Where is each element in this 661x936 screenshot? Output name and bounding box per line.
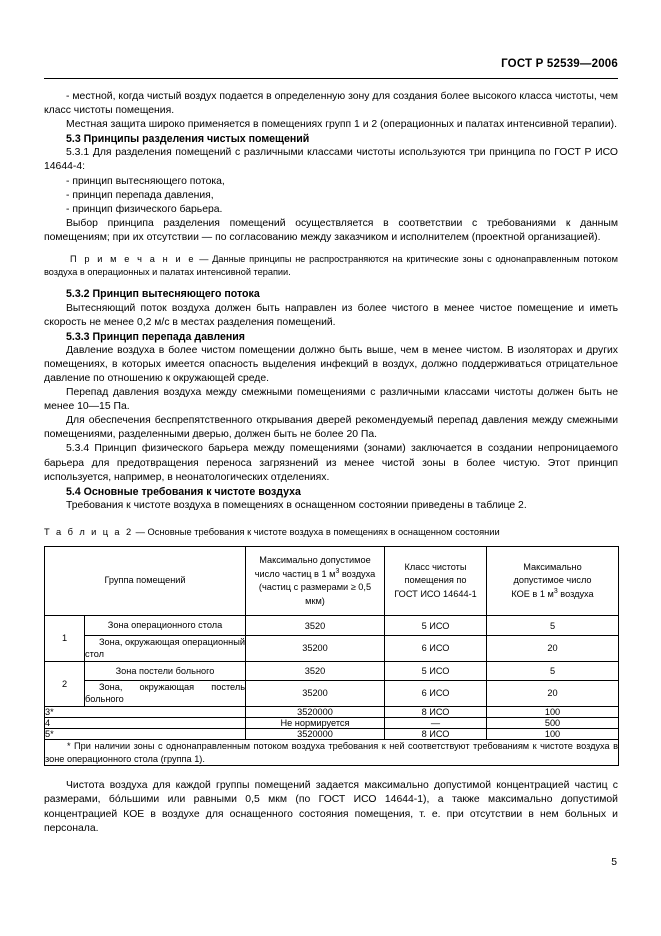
iso-class-cell: — bbox=[385, 717, 487, 728]
heading-5-3: 5.3 Принципы разделения чистых помещений bbox=[66, 133, 310, 146]
table-caption-label: Т а б л и ц а 2 bbox=[44, 526, 134, 537]
paragraph-5-3-3-b: Перепад давления воздуха между смежными помещениями с различными классами чистоты должен быть не менее 10—15 Па. bbox=[44, 387, 618, 413]
air-cleanliness-requirements-table bbox=[44, 546, 619, 766]
iso-class-cell: 8 ИСО bbox=[385, 728, 487, 739]
heading-5-3-3: 5.3.3 Принцип перепада давления bbox=[66, 330, 245, 343]
spacer bbox=[44, 513, 618, 521]
iso-header-line3: ГОСТ ИСО 14644-1 bbox=[394, 588, 477, 599]
iso-class-cell: 8 ИСО bbox=[385, 706, 487, 717]
page-header bbox=[44, 58, 618, 82]
note-block bbox=[44, 253, 618, 279]
paragraph-5-3-1: 5.3.1 Для разделения помещений с различными классами чистоты используются три принципа по ГОСТ Р ИСО 14644-4: bbox=[44, 147, 618, 173]
bullet-pressure-differential: - принцип перепада давления, bbox=[66, 189, 214, 201]
group-number-cell: 2 bbox=[45, 661, 85, 706]
paragraph-5-3-2: Вытесняющий поток воздуха должен быть направлен из более чистого в менее чистое помещение и иметь скорость не менее 0,2 м/с в местах разделения помещений. bbox=[44, 302, 618, 328]
group-number-cell: 3* bbox=[45, 706, 246, 717]
header-divider bbox=[44, 78, 618, 79]
particles-cell: 35200 bbox=[246, 635, 385, 661]
bullet-physical-barrier: - принцип физического барьера. bbox=[66, 203, 223, 215]
table-footnote: * При наличии зоны с однонаправленным потоком воздуха требования к ней соответствуют требованиям к чистоте воздуха в зоне операционного стола (группа 1). bbox=[45, 739, 619, 766]
particles-cell: 3520 bbox=[246, 661, 385, 680]
table-row bbox=[45, 717, 619, 728]
iso-class-cell: 5 ИСО bbox=[385, 661, 487, 680]
paragraph-local-air: - местной, когда чистый воздух подается в определенную зону для создания более высокого класса чистоты, чем класс чистоты помещения. bbox=[44, 91, 618, 117]
iso-class-cell: 5 ИСО bbox=[385, 616, 487, 635]
cfu-header-line2: допустимое число bbox=[513, 575, 592, 586]
table-header bbox=[45, 546, 619, 615]
particles-header-line2a: число частиц в 1 м bbox=[254, 568, 336, 579]
particles-header-line2b: воздуха bbox=[339, 568, 376, 579]
column-header-particles bbox=[246, 546, 385, 615]
note-label: П р и м е ч а н и е bbox=[70, 254, 196, 265]
group-number-cell: 4 bbox=[45, 717, 246, 728]
heading-5-4: 5.4 Основные требования к чистоте воздуха bbox=[66, 485, 301, 498]
group-number-cell: 5* bbox=[45, 728, 246, 739]
particles-header-line1: Максимально допустимое bbox=[259, 554, 371, 565]
spacer bbox=[44, 766, 618, 774]
table-row bbox=[45, 706, 619, 717]
table-footnote-row bbox=[45, 739, 619, 766]
group-number-cell: 1 bbox=[45, 616, 85, 661]
particles-header-line3: (частиц с размерами ≥ 0,5 мкм) bbox=[258, 582, 372, 606]
heading-5-3-2: 5.3.2 Принцип вытесняющего потока bbox=[66, 288, 260, 301]
cfu-cell: 20 bbox=[487, 680, 619, 706]
paragraph-5-3-3-a: Давление воздуха в более чистом помещении должно быть выше, чем в менее чистом. В изоляторах и других помещениях, в которых имеется опасность выделения инфекций в воздух, должно поддерживаться отрицательное давление по отношению к окружающей среде. bbox=[44, 344, 618, 384]
cfu-header-superscript: 3 bbox=[553, 587, 558, 595]
iso-header-line1: Класс чистоты bbox=[404, 561, 467, 572]
table-header-row bbox=[45, 546, 619, 615]
particles-cell: 3520000 bbox=[246, 706, 385, 717]
table-row bbox=[45, 728, 619, 739]
column-header-group bbox=[45, 546, 246, 615]
column-header-iso-class bbox=[385, 546, 487, 615]
particles-cell: 35200 bbox=[246, 680, 385, 706]
particles-cell: Не нормируется bbox=[246, 717, 385, 728]
zone-cell: Зона, окружающая операционный стол bbox=[85, 636, 245, 660]
zone-cell: Зона, окружающая постель больного bbox=[85, 681, 245, 705]
cfu-cell: 100 bbox=[487, 706, 619, 717]
cfu-header-line3b: воздуха bbox=[557, 588, 594, 599]
paragraph-5-3-4: 5.3.4 Принцип физического барьера между помещениями (зонами) заключается в создании непроницаемого барьера для предотвращения переноса загрязнений из менее чистой зоны в более чистую. Этот принцип используется, например, в неонатологических отделениях. bbox=[44, 443, 618, 483]
particles-cell: 3520 bbox=[246, 616, 385, 635]
iso-header-line2: помещения по bbox=[404, 575, 467, 586]
page-number: 5 bbox=[611, 857, 617, 868]
zone-cell: Зона постели больного bbox=[85, 661, 246, 680]
cfu-header-line1: Максимально bbox=[523, 561, 582, 572]
table-row bbox=[45, 635, 619, 661]
standard-number: ГОСТ Р 52539—2006 bbox=[501, 58, 618, 70]
column-header-cfu bbox=[487, 546, 619, 615]
table-body bbox=[45, 616, 619, 766]
paragraph-local-protection: Местная защита широко применяется в помещениях групп 1 и 2 (операционных и палатах интенсивной терапии). bbox=[66, 119, 618, 131]
cfu-cell: 20 bbox=[487, 635, 619, 661]
table-caption bbox=[44, 526, 618, 539]
note-text: — Данные принципы не распространяются на критические зоны с однонаправленным потоком воздуха в операционных и палатах интенсивной терапии. bbox=[44, 254, 618, 278]
table-row bbox=[45, 616, 619, 635]
cfu-cell: 500 bbox=[487, 717, 619, 728]
table-row bbox=[45, 680, 619, 706]
iso-class-cell: 6 ИСО bbox=[385, 635, 487, 661]
paragraph-principle-choice: Выбор принципа разделения помещений осуществляется в соответствии с требованиями к данным помещениям; при их отсутствии — по согласованию между заказчиком и исполнителем (проектной организацией). bbox=[44, 217, 618, 243]
cfu-header-line3a: КОЕ в 1 м bbox=[511, 588, 554, 599]
table-caption-text: — Основные требования к чистоте воздуха в помещениях в оснащенном состоянии bbox=[133, 526, 500, 537]
particles-cell: 3520000 bbox=[246, 728, 385, 739]
table-row bbox=[45, 661, 619, 680]
cfu-cell: 5 bbox=[487, 616, 619, 635]
column-header-group-label: Группа помещений bbox=[104, 575, 186, 586]
spacer bbox=[44, 279, 618, 287]
iso-class-cell: 6 ИСО bbox=[385, 680, 487, 706]
document-body bbox=[44, 90, 618, 836]
cfu-cell: 100 bbox=[487, 728, 619, 739]
particles-header-superscript: 3 bbox=[335, 567, 340, 575]
bullet-displacement-flow: - принцип вытесняющего потока, bbox=[66, 175, 225, 187]
zone-cell: Зона операционного стола bbox=[85, 616, 246, 635]
paragraph-final: Чистота воздуха для каждой группы помещений задается максимально допустимой концентрацией частиц с размерами, бо́льшими или равными 0,5 мкм (по ГОСТ ИСО 14644-1), а также максимально допустимой концентрацией КОЕ в воздухе для оснащенного состояния помещения, т. е. при отсутствии в нем больных и персонала. bbox=[44, 780, 618, 834]
spacer bbox=[44, 245, 618, 253]
paragraph-5-3-3-c: Для обеспечения беспрепятственного открывания дверей рекомендуемый перепад давления между смежными помещениями, разделенными дверью, должен быть не более 20 Па. bbox=[44, 415, 618, 441]
paragraph-5-4: Требования к чистоте воздуха в помещениях в оснащенном состоянии приведены в таблице 2. bbox=[66, 499, 527, 511]
cfu-cell: 5 bbox=[487, 661, 619, 680]
